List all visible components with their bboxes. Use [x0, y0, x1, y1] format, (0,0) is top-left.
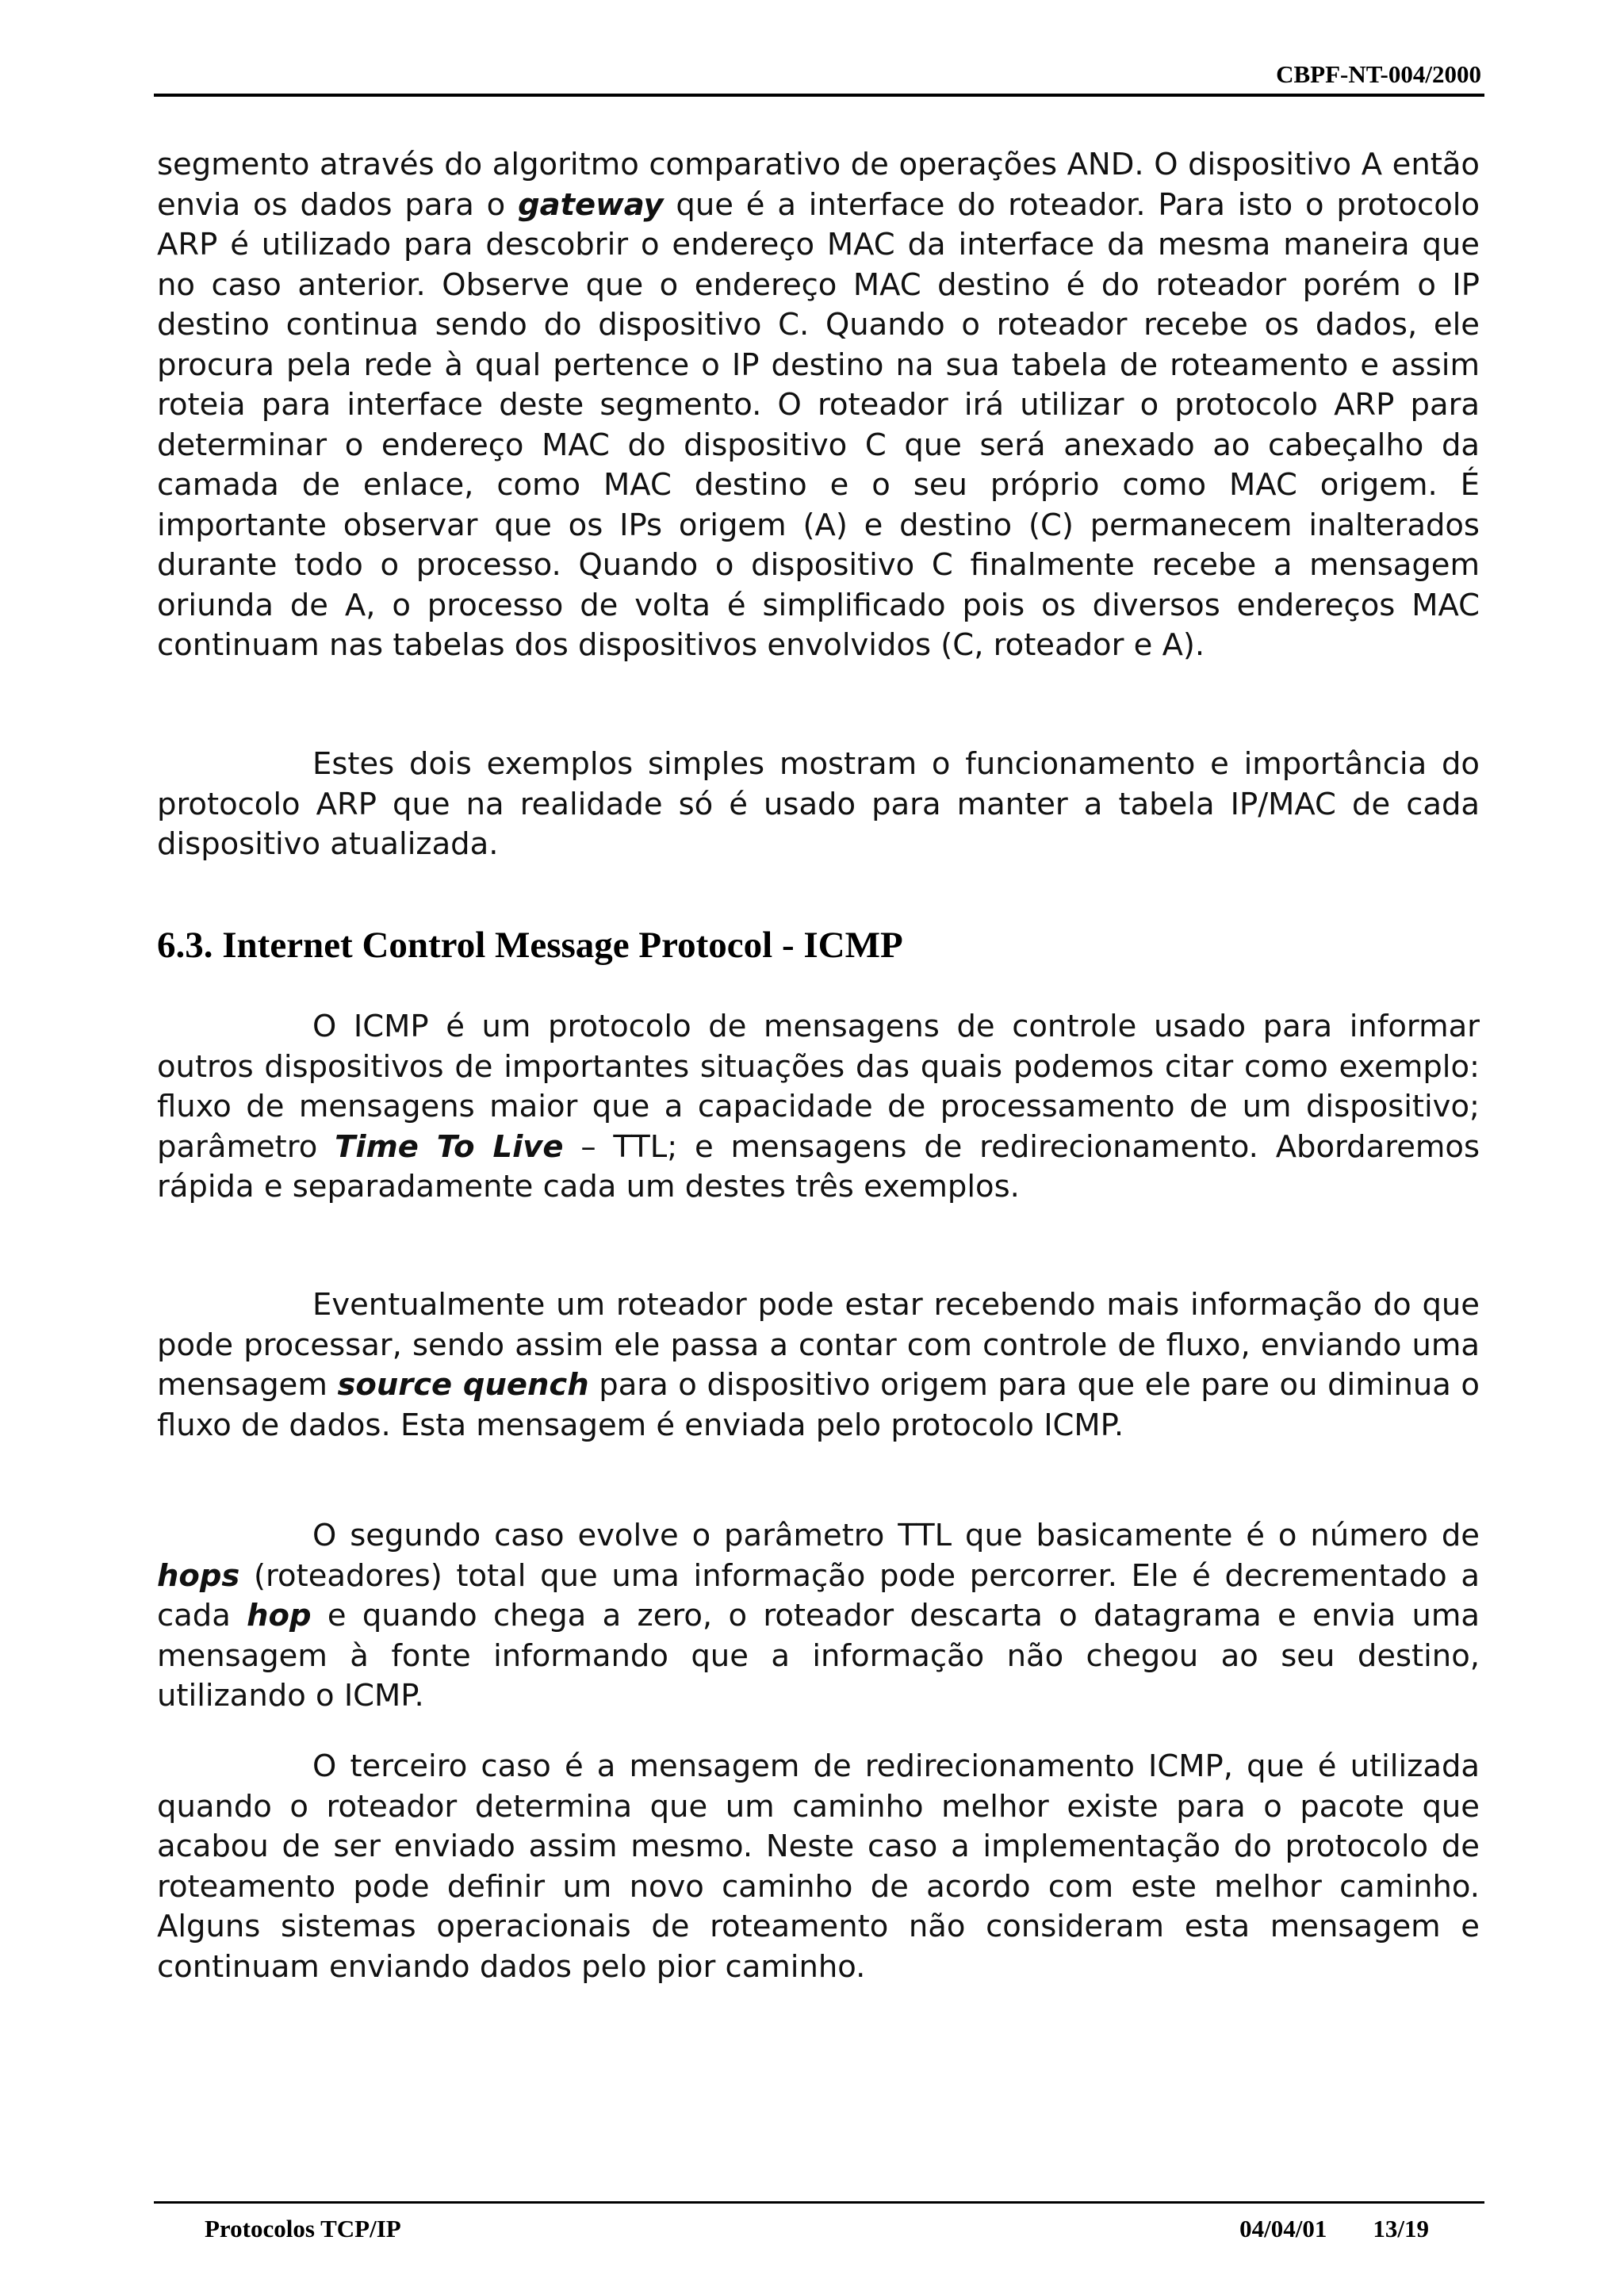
paragraph-text: O segundo caso evolve o parâmetro TTL que basicamente é o número de — [312, 1518, 1480, 1553]
keyword-hops: hops — [157, 1557, 240, 1594]
paragraph-text: que é a interface do roteador. Para isto o protocolo ARP é utilizado para descobrir o endereço MAC da interface da mesma maneira que no caso anterior. Observe que o endereço MAC destino é do roteador porém o IP destino continua sendo do dispositivo C. Quando o roteador recebe os dados, ele procura pela rede à qual pertence o IP destino na sua tabela de roteamento e assim roteia para interface deste segmento. O roteador irá utilizar o protocolo ARP para determinar o endereço MAC do dispositivo C que será anexado ao cabeçalho da camada de enlace, como MAC destino e o seu próprio como MAC origem. É importante observar que os IPs origem (A) e destino (C) permanecem inalterados durante todo o processo. Quando o dispositivo C finalmente recebe a mensagem oriunda de A, o processo de volta é simplificado pois os diversos endereços MAC continuam nas tabelas dos dispositivos envolvidos (C, roteador e A). — [157, 186, 1480, 663]
keyword-gateway: gateway — [518, 186, 664, 223]
footer-date: 04/04/01 — [1239, 2215, 1327, 2242]
paragraph-text: (roteadores) total que uma informação pode percorrer. Ele é decrementado a cada — [157, 1557, 1480, 1633]
paragraph-icmp-intro — [157, 1007, 1480, 1208]
footer-title: Protocolos TCP/IP — [205, 2215, 401, 2242]
keyword-time-to-live: Time To Live — [335, 1128, 564, 1165]
paragraph-text: – TTL; e mensagens de redirecionamento. Abordaremos rápida e separadamente cada um destes três exemplos. — [157, 1128, 1480, 1204]
paragraph-text: O ICMP é um protocolo de mensagens de controle usado para informar outros dispositivos de importantes situações das quais podemos citar como exemplo: fluxo de mensagens maior que a capacidade de processamento de um dispositivo; parâmetro — [157, 1009, 1480, 1165]
header-rule — [154, 94, 1484, 97]
paragraph-text: e quando chega a zero, o roteador descarta o datagrama e envia uma mensagem à fonte informando que a informação não chegou ao seu destino, utilizando o ICMP. — [157, 1598, 1480, 1714]
footer-meta — [1239, 2215, 1429, 2243]
paragraph-text: segmento através do algoritmo comparativo de operações AND. O dispositivo A então envia os dados para o — [157, 147, 1480, 223]
footer-rule — [154, 2201, 1484, 2204]
paragraph-ttl — [157, 1516, 1480, 1717]
paragraph-arp-summary: Estes dois exemplos simples mostram o funcionamento e importância do protocolo ARP que na realidade só é usado para manter a tabela IP/MAC de cada dispositivo atualizada. — [157, 746, 1480, 862]
page-number: 13/19 — [1373, 2215, 1429, 2242]
paragraph-source-quench — [157, 1285, 1480, 1446]
keyword-hop: hop — [247, 1598, 312, 1633]
paragraph-text: para o dispositivo origem para que ele pare ou diminua o fluxo de dados. Esta mensagem é enviada pelo protocolo ICMP. — [157, 1367, 1480, 1443]
paragraph-arp-routing — [157, 145, 1480, 666]
paragraph-redirect: O terceiro caso é a mensagem de redirecionamento ICMP, que é utilizada quando o roteador determina que um caminho melhor existe para o pacote que acabou de ser enviado assim mesmo. Neste caso a implementação do protocolo de roteamento pode definir um novo caminho de acordo com este melhor caminho. Alguns sistemas operacionais de roteamento não consideram esta mensagem e continuam enviando dados pelo pior caminho. — [157, 1748, 1480, 1985]
document-code: CBPF-NT-004/2000 — [1276, 60, 1481, 88]
paragraph-text: Eventualmente um roteador pode estar recebendo mais informação do que pode processar, sendo assim ele passa a contar com controle de fluxo, enviando uma mensagem — [157, 1287, 1480, 1403]
section-title: 6.3. Internet Control Message Protocol - ICMP — [157, 925, 903, 966]
keyword-source-quench: source quench — [337, 1367, 589, 1403]
